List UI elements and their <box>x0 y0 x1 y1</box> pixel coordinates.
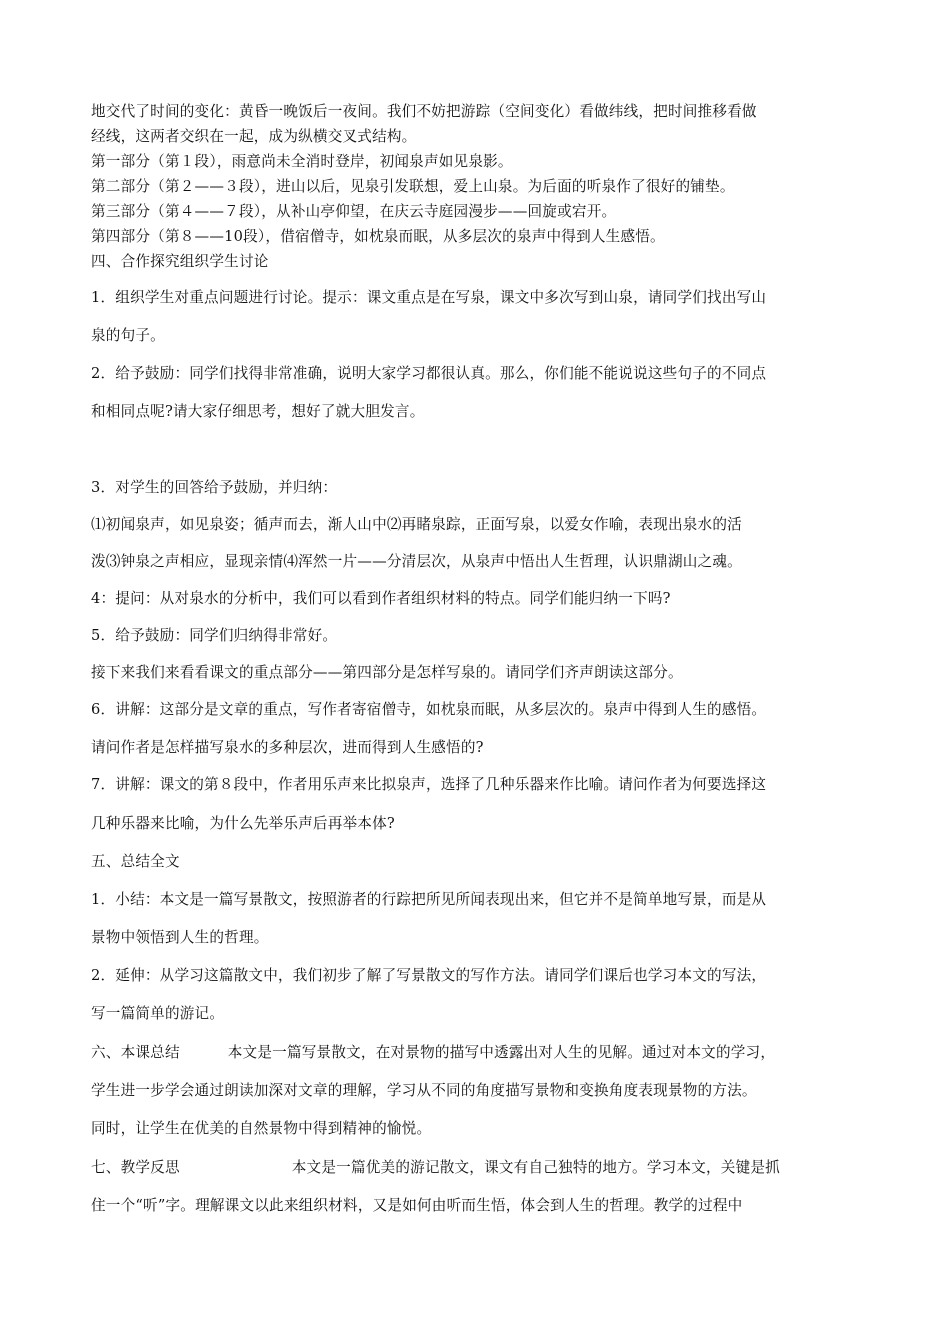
text-line: 2．延伸：从学习这篇散文中，我们初步了解了写景散文的写作方法。请同学们课后也学习本文的写法， <box>91 967 767 984</box>
text-line: 同时，让学生在优美的自然景物中得到精神的愉悦。 <box>91 1120 432 1137</box>
text-line <box>91 1043 775 1063</box>
text-line: ⑴初闻泉声，如见泉姿；循声而去，渐人山中⑵再睹泉踪，正面写泉，以爱女作喻，表现出泉水的活 <box>91 516 742 533</box>
section-heading: 七、教学反思 <box>91 1159 180 1176</box>
text-line: 1．小结：本文是一篇写景散文，按照游者的行踪把所见所闻表现出来，但它并不是简单地写景，而是从 <box>91 891 767 908</box>
text-line: 泼⑶钟泉之声相应，显现亲情⑷浑然一片——分清层次，从泉声中悟出人生哲理，认识鼎湖山之魂。 <box>91 553 742 570</box>
text-line: 4：提问：从对泉水的分析中，我们可以看到作者组织材料的特点。同学们能归纳一下吗? <box>91 590 671 607</box>
section-heading: 五、总结全文 <box>91 853 180 870</box>
text-line: 5．给予鼓励：同学们归纳得非常好。 <box>91 627 338 644</box>
section-heading: 四、合作探究组织学生讨论 <box>91 253 269 270</box>
text-line: 写一篇简单的游记。 <box>91 1005 225 1022</box>
text-line: 1．组织学生对重点问题进行讨论。提示：课文重点是在写泉，课文中多次写到山泉，请同学们找出写山 <box>91 289 767 306</box>
text-line: 接下来我们来看看课文的重点部分——第四部分是怎样写泉的。请同学们齐声朗读这部分。 <box>91 664 683 681</box>
paragraph-text: 本文是一篇优美的游记散文，课文有自己独特的地方。学习本文，关键是抓 <box>291 1159 780 1176</box>
text-line: 和相同点呢?请大家仔细思考，想好了就大胆发言。 <box>91 403 425 420</box>
text-line: 2．给予鼓励：同学们找得非常准确，说明大家学习都很认真。那么，你们能不能说说这些句子的不同点 <box>91 365 767 382</box>
text-line: 经线，这两者交织在一起，成为纵横交叉式结构。 <box>91 128 417 145</box>
text-line: 3．对学生的回答给予鼓励，并归纳： <box>91 479 338 496</box>
paragraph-text: 本文是一篇写景散文，在对景物的描写中透露出对人生的见解。通过对本文的学习， <box>227 1044 776 1061</box>
text-line <box>91 1158 780 1178</box>
text-line: 几种乐器来比喻，为什么先举乐声后再举本体? <box>91 815 395 832</box>
text-line: 地交代了时间的变化：黄昏一晚饭后一夜间。我们不妨把游踪（空间变化）看做纬线，把时间推移看做 <box>91 103 757 120</box>
text-line: 学生进一步学会通过朗读加深对文章的理解，学习从不同的角度描写景物和变换角度表现景物的方法。 <box>91 1082 757 1099</box>
text-line: 6．讲解：这部分是文章的重点，写作者寄宿僧寺，如枕泉而眠，从多层次的。泉声中得到人生的感悟。 <box>91 701 767 718</box>
text-line: 第二部分（第２——３段），进山以后，见泉引发联想，爱上山泉。为后面的听泉作了很好的铺垫。 <box>91 178 735 195</box>
text-line: 第四部分（第８——10段），借宿僧寺，如枕泉而眠，从多层次的泉声中得到人生感悟。 <box>91 228 665 245</box>
text-line: 请问作者是怎样描写泉水的多种层次，进而得到人生感悟的? <box>91 739 484 756</box>
text-line: 住一个“听”字。理解课文以此来组织材料，又是如何由听而生悟，体会到人生的哲理。教学的过程中 <box>91 1197 743 1214</box>
text-line: 7．讲解：课文的第８段中，作者用乐声来比拟泉声，选择了几种乐器来作比喻。请问作者为何要选择这 <box>91 776 767 793</box>
section-heading: 六、本课总结 <box>91 1044 180 1061</box>
text-line: 泉的句子。 <box>91 327 165 344</box>
text-line: 第三部分（第４——７段），从补山亭仰望，在庆云寺庭园漫步——回旋或宕开。 <box>91 203 617 220</box>
text-line: 第一部分（第１段），雨意尚未全消时登岸，初闻泉声如见泉影。 <box>91 153 513 170</box>
text-line: 景物中领悟到人生的哲理。 <box>91 929 269 946</box>
